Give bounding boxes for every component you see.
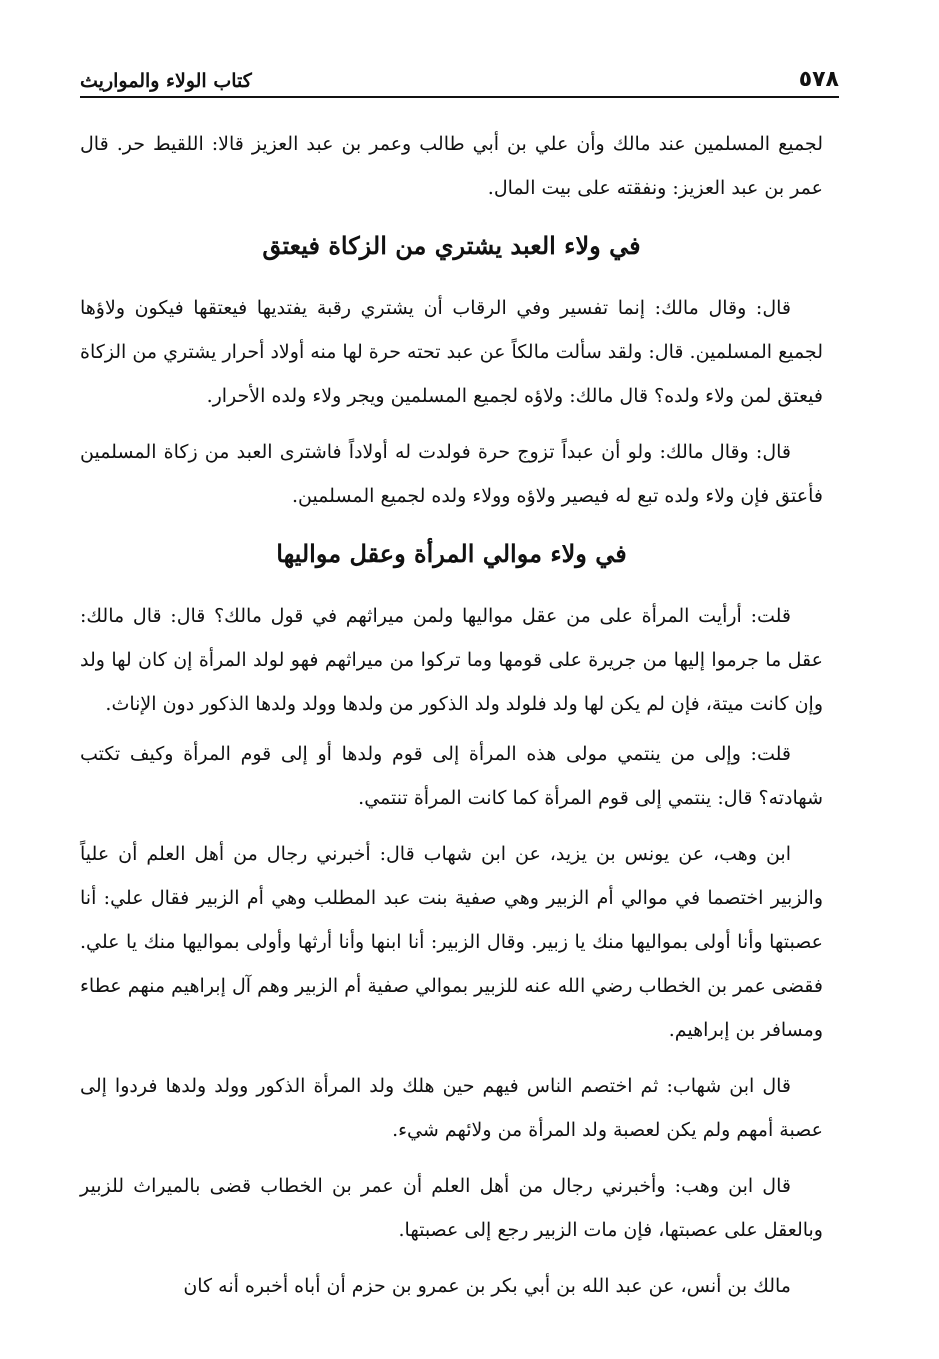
- running-header: [80, 58, 839, 98]
- paragraph-4: قلت: أرأيت المرأة على من عقل مواليها ولمن ميراثهم في قول مالك؟ قال: قال مالك: عقل ما جرموا إليها من جريرة على قومها وما تركوا من ميراثهم فهو لولد المرأة إن كان لها ولد وإن كانت ميتة، فإن لم يكن لها ولد فلولد ولد الذكور من ولدها وولد ولدها الذكور دون الإناث.: [80, 605, 823, 715]
- paragraph-9: مالك بن أنس، عن عبد الله بن أبي بكر بن عمرو بن حزم أن أباه أخبره أنه كان: [183, 1275, 791, 1297]
- page-body: [80, 122, 823, 1320]
- paragraph-1: لجميع المسلمين عند مالك وأن علي بن أبي طالب وعمر بن عبد العزيز قالا: اللقيط حر. قال عمر بن عبد العزيز: ونفقته على بيت المال.: [80, 133, 823, 199]
- paragraph-2: قال: وقال مالك: إنما تفسير وفي الرقاب أن يشتري رقبة يفتديها فيعتقها فيكون ولاؤها لجميع المسلمين. قال: ولقد سألت مالكاً عن عبد تحته حرة لها منه أولاد أحرار يشتري من الزكاة فيعتق لمن ولاء ولده؟ قال مالك: ولاؤه لجميع المسلمين ويجر ولاء ولده الأحرار.: [80, 297, 823, 407]
- paragraph-8: قال ابن وهب: وأخبرني رجال من أهل العلم أن عمر بن الخطاب قضى بالميراث للزبير وبالعقل على عصبتها، فإن مات الزبير رجع إلى عصبتها.: [80, 1175, 823, 1241]
- section-heading-slave-zakat: في ولاء العبد يشتري من الزكاة فيعتق: [262, 231, 641, 260]
- section-heading-woman-clients: في ولاء موالي المرأة وعقل مواليها: [276, 539, 627, 568]
- paragraph-5: قلت: وإلى من ينتمي مولى هذه المرأة إلى قوم ولدها أو إلى قوم المرأة وكيف تكتب شهادته؟ قال: ينتمي إلى قوم المرأة كما كانت المرأة تنتمي.: [80, 743, 823, 809]
- paragraph-6: ابن وهب، عن يونس بن يزيد، عن ابن شهاب قال: أخبرني رجال من أهل العلم أن علياً والزبير اختصما في موالي أم الزبير وهي صفية بنت عبد المطلب وهي أم الزبير فقال علي: أنا عصبتها وأنا أولى بمواليها منك يا زبير. وقال الزبير: أنا ابنها وأنا أرثها وأولى بمواليها منك يا علي. فقضى عمر بن الخطاب رضي الله عنه للزبير بموالي صفية أم الزبير وهم آل إبراهيم منهم عطاء ومسافر بن إبراهيم.: [80, 843, 823, 1041]
- paragraph-7: قال ابن شهاب: ثم اختصم الناس فيهم حين هلك ولد المرأة الذكور وولد ولدها فردوا إلى عصبة أمهم ولم يكن لعصبة ولد المرأة من ولائهم شيء.: [80, 1075, 823, 1141]
- book-title: كتاب الولاء والمواريث: [80, 70, 252, 92]
- paragraph-3: قال: وقال مالك: ولو أن عبداً تزوج حرة فولدت له أولاداً فاشترى العبد من زكاة المسلمين فأعتق فإن ولاء ولده تبع له فيصير ولاؤه وولاء ولده لجميع المسلمين.: [80, 441, 823, 507]
- page-number: ٥٧٨: [798, 67, 839, 92]
